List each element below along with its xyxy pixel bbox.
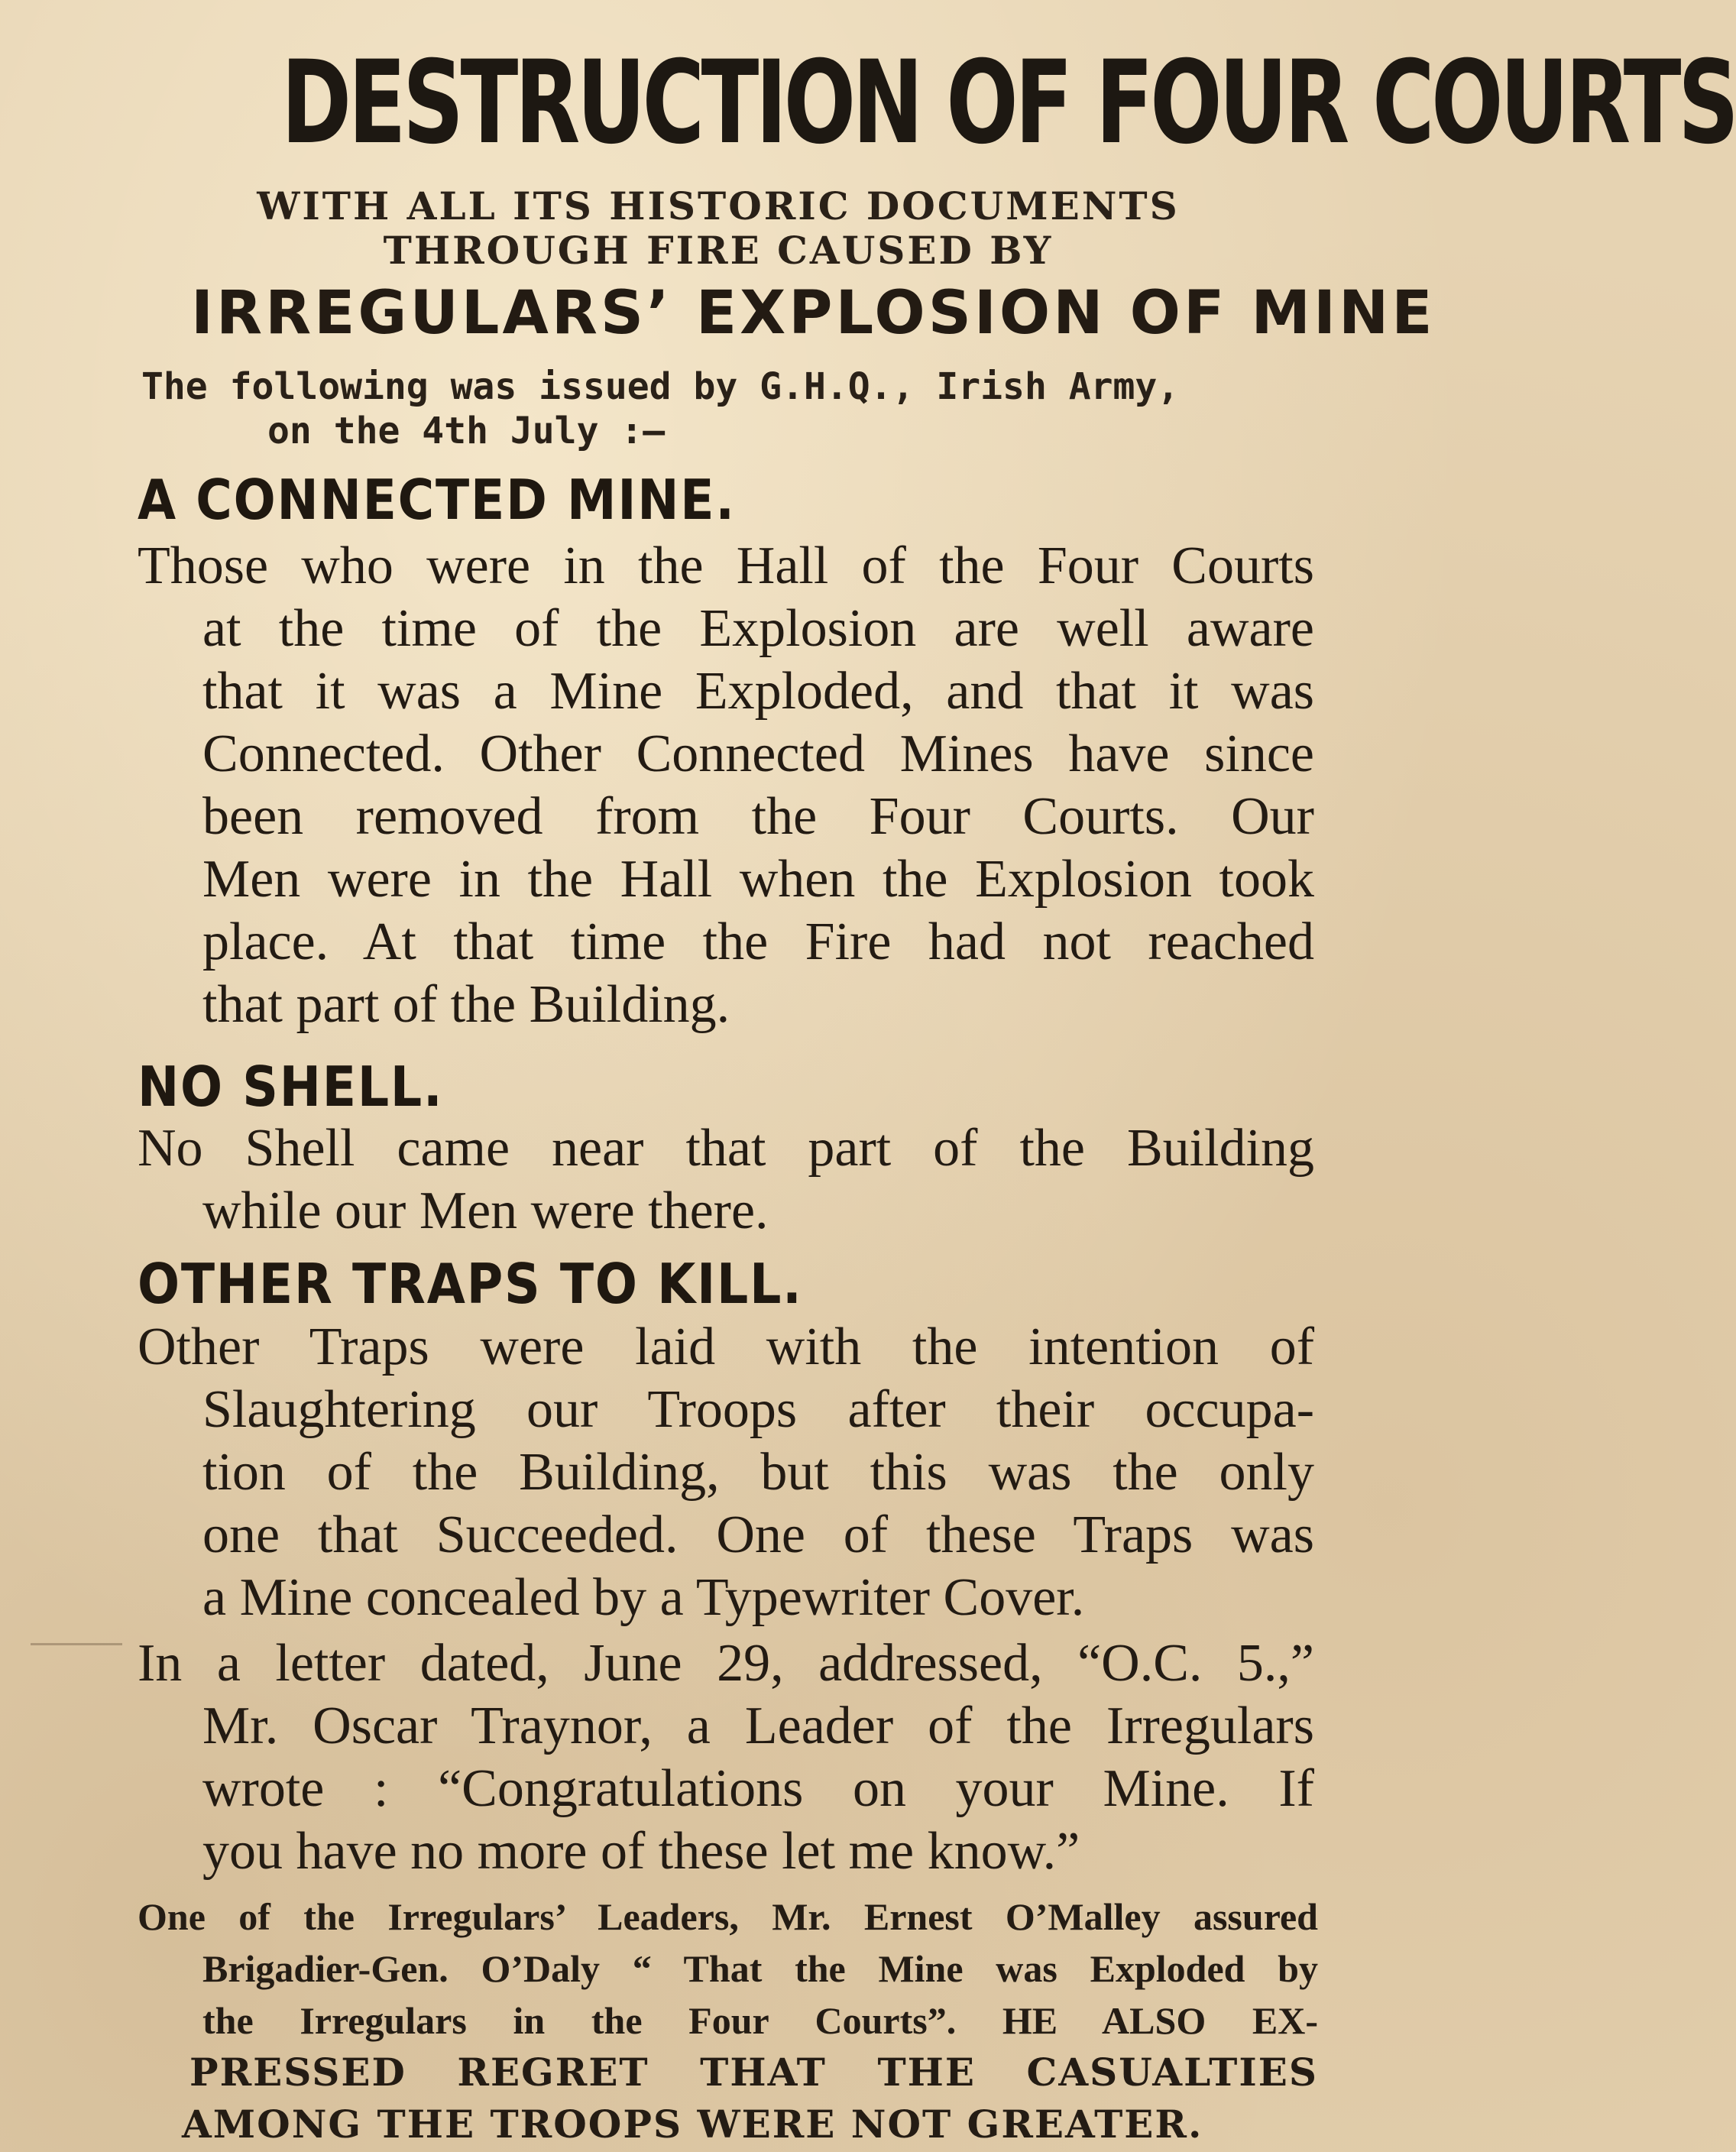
body-line: In a letter dated, June 29, addressed, “O.C. 5.,”: [138, 1634, 1314, 1693]
footer-line: Brigadier-Gen. O’Daly “ That the Mine was Exploded by: [202, 1947, 1318, 1990]
footer-statement: [138, 1891, 1318, 2150]
section-body-other-traps: [138, 1316, 1314, 1629]
footer-line: PRESSED REGRET THAT THE CASUALTIES: [189, 2050, 1318, 2095]
section-body-connected-mine: [138, 535, 1314, 1036]
body-line: that part of the Building.: [202, 975, 730, 1034]
footer-line: One of the Irregulars’ Leaders, Mr. Ernest O’Malley assured: [138, 1895, 1318, 1938]
intro-line-2: on the 4th July :—: [267, 410, 666, 452]
poster-headline: DESTRUCTION OF FOUR COURTS: [281, 37, 1736, 170]
body-line: wrote : “Congratulations on your Mine. If: [202, 1759, 1314, 1818]
body-line: you have no more of these let me know.”: [202, 1822, 1080, 1881]
body-line: Connected. Other Connected Mines have since: [202, 724, 1314, 783]
section-heading-other-traps: OTHER TRAPS TO KILL.: [138, 1252, 803, 1316]
section-body-no-shell: [138, 1117, 1314, 1243]
body-line: a Mine concealed by a Typewriter Cover.: [202, 1568, 1085, 1627]
body-line: Slaughtering our Troops after their occupa-: [202, 1380, 1314, 1439]
body-line: tion of the Building, but this was the only: [202, 1443, 1314, 1502]
letter-paragraph: [138, 1632, 1314, 1883]
poster-subhead: IRREGULARS’ EXPLOSION OF MINE: [191, 279, 1436, 348]
footer-line: AMONG THE TROOPS WERE NOT GREATER.: [182, 2102, 1203, 2147]
body-line: Mr. Oscar Traynor, a Leader of the Irregulars: [202, 1697, 1314, 1755]
body-line: while our Men were there.: [202, 1181, 769, 1240]
section-heading-connected-mine: A CONNECTED MINE.: [138, 468, 736, 532]
paper-mark: [31, 1643, 122, 1645]
body-line: Those who were in the Hall of the Four Courts: [138, 536, 1314, 595]
body-line: one that Succeeded. One of these Traps was: [202, 1505, 1314, 1564]
body-line: place. At that time the Fire had not reached: [202, 912, 1314, 971]
intro-line-1: The following was issued by G.H.Q., Irish Army,: [141, 365, 1180, 408]
body-line: Men were in the Hall when the Explosion took: [202, 850, 1314, 909]
body-line: been removed from the Four Courts. Our: [202, 787, 1314, 846]
footer-line: the Irregulars in the Four Courts”. HE ALSO EX-: [202, 1999, 1318, 2042]
section-heading-no-shell: NO SHELL.: [138, 1055, 444, 1119]
body-line: Other Traps were laid with the intention of: [138, 1317, 1314, 1376]
subline-1: WITH ALL ITS HISTORIC DOCUMENTS: [257, 183, 1180, 228]
body-line: No Shell came near that part of the Building: [138, 1119, 1314, 1178]
subline-2: THROUGH FIRE CAUSED BY: [383, 228, 1054, 273]
body-line: that it was a Mine Exploded, and that it was: [202, 662, 1314, 721]
body-line: at the time of the Explosion are well aware: [202, 599, 1314, 658]
